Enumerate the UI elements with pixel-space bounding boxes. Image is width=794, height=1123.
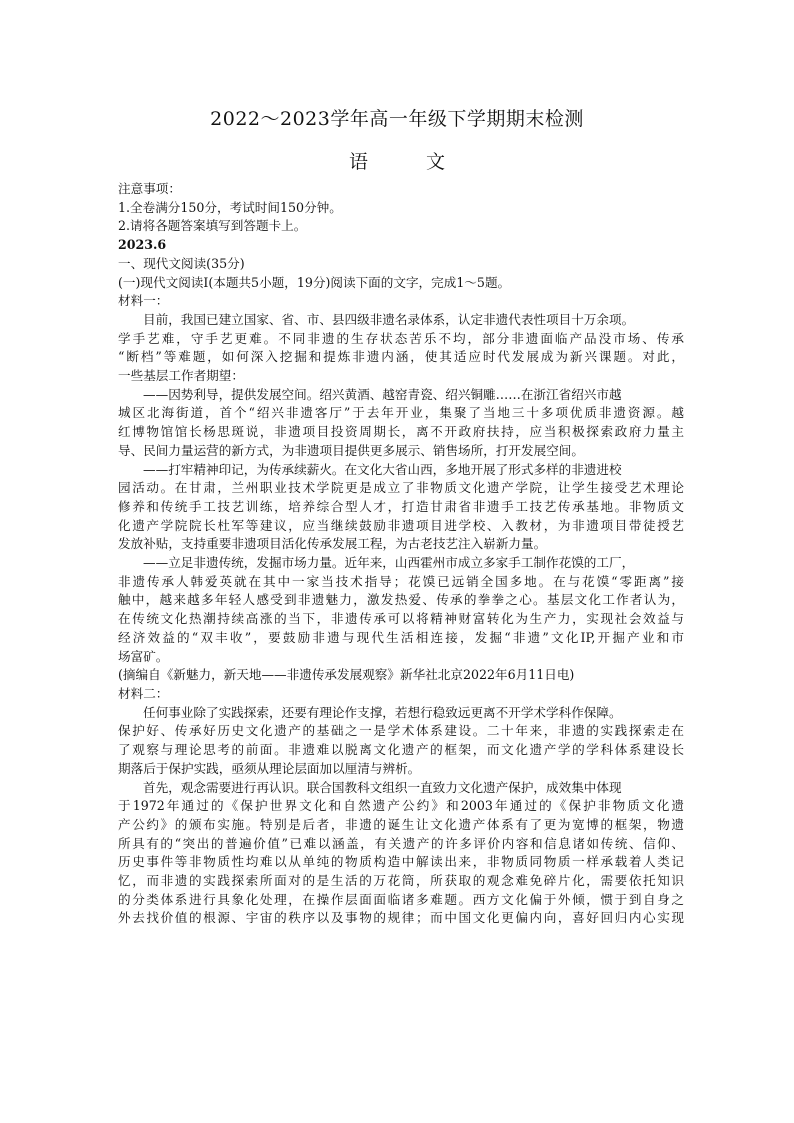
text-line: “断档”等难题，如何深入挖掘和提炼非遗内涵，使其适应时代发展成为新兴课题。对此， [118, 349, 684, 365]
text-line: 在传统文化热潮持续高涨的当下，非遗传承可以将精神财富转化为生产力，实现社会效益与 [118, 611, 684, 627]
exam-title: 2022～2023学年高一年级下学期期末检测 [210, 108, 584, 130]
text-line: 所具有的“突出的普遍价值”已难以涵盖，有关遗产的许多评价内容和信息诸如传统、信仰、 [118, 835, 684, 851]
notice-heading: 注意事项： [118, 181, 181, 196]
text-line: 城区北海街道，首个“绍兴非遗客厅”于去年开业，集聚了当地三十多项优质非遗资源。越 [118, 405, 684, 421]
text-line: 非遗传承人韩爱英就在其中一家当技术指导；花馍已远销全国多地。在与花馍“零距离”接 [118, 573, 684, 589]
exam-date: 2023.6 [118, 237, 167, 253]
text-line: 的分类体系进行具象化处理，在操作层面面临诸多难题。西方文化偏于外倾，惯于到自身之 [118, 891, 684, 907]
text-line: 任何事业除了实践探索，还要有理论作支撑，若想行稳致远更离不开学术学科作保障。 [143, 704, 622, 720]
text-line: 目前，我国已建立国家、省、市、县四级非遗名录体系，认定非遗代表性项目十万余项。 [143, 311, 635, 327]
material-1-source: (摘编自《新魅力，新天地——非遗传承发展观察》新华社北京2022年6月11日电) [118, 667, 575, 683]
text-line: 产公约》的颁布实施。特别是后者，非遗的诞生让文化遗产体系有了更为宽博的框架，物遗 [118, 816, 684, 832]
part-instruction: (一)现代文阅读Ⅰ(本题共5小题，19分)阅读下面的文字，完成1～5题。 [118, 274, 511, 290]
text-line: ——立足非遗传统，发掘市场力量。近年来，山西霍州市成立多家手工制作花馍的工厂， [143, 555, 635, 571]
text-line: ——打牢精神印记，为传承续薪火。在文化大省山西，多地开展了形式多样的非遗进校 [143, 461, 622, 477]
text-line: 一些基层工作者期望： [118, 368, 244, 384]
material-1-paragraph-4 [118, 554, 684, 666]
text-line: 发放补贴，支持重要非遗项目活化传承发展工程，为古老技艺注入崭新力量。 [118, 536, 547, 552]
text-line: 导、民间力量运营的新方式，为非遗项目提供更多展示、销售场所，打开发展空间。 [118, 442, 584, 458]
material-1-label: 材料一： [118, 293, 169, 309]
text-line: 经济效益的“双丰收”，要鼓励非遗与现代生活相连接，发掘“非遗”文化IP,开掘产业和市 [118, 629, 684, 645]
text-line: 历史事件等非物质性均难以从单纯的物质构造中解读出来，非物质同物质一样承载着人类记 [118, 854, 684, 870]
text-line: 场富矿。 [118, 648, 169, 664]
material-1-paragraph-1 [118, 311, 684, 386]
text-line: 首先，观念需要进行再认识。联合国教科文组织一直致力文化遗产保护，成效集中体现 [143, 779, 622, 795]
text-line: 修养和传统手工技艺训练，培养综合型人才，打造甘肃省非遗手工技艺传承基地。非物质文 [118, 498, 684, 514]
text-line: 学手艺难，守手艺更难。不同非遗的生存状态苦乐不均，部分非遗面临产品没市场、传承 [118, 330, 684, 346]
text-line: 红博物馆馆长杨思斑说，非遗项目投资周期长，离不开政府扶持，应当积极探索政府力量主 [118, 424, 684, 440]
text-line: 了观察与理论思考的前面。非遗难以脱离文化遗产的框架，而文化遗产学的学科体系建设长 [118, 742, 684, 758]
material-2-label: 材料二： [118, 685, 169, 701]
text-line: 保护好、传承好历史文化遗产的基础之一是学术体系建设。二十年来，非遗的实践探索走在 [118, 723, 684, 739]
text-line: 期落后于保护实践，亟须从理论层面加以厘清与辨析。 [118, 760, 421, 776]
notice-item-2: 2.请将各题答案填写到答题卡上。 [118, 218, 307, 234]
material-1-paragraph-2 [118, 386, 684, 461]
exam-body [118, 180, 684, 928]
text-line: ——因势利导，提供发展空间。绍兴黄酒、越窑青瓷、绍兴铜雕……在浙江省绍兴市越 [143, 386, 622, 402]
text-line: 园活动。在甘肃，兰州职业技术学院更是成立了非物质文化遗产学院，让学生接受艺术理论 [118, 480, 684, 496]
text-line: 外去找价值的根源、宇宙的秩序以及事物的规律；而中国文化更偏内向，喜好回归内心实现 [118, 910, 684, 926]
text-line: 忆，而非遗的实践探索所面对的是生活的万花筒，所获取的观念难免碎片化，需要依托知识 [118, 873, 684, 889]
subject-title: 语 文 [348, 151, 472, 173]
material-1-paragraph-3 [118, 461, 684, 555]
text-line: 触中，越来越多年轻人感受到非遗魅力，激发热爱、传承的拳拳之心。基层文化工作者认为， [118, 592, 684, 608]
notice-item-1: 1.全卷满分150分，考试时间150分钟。 [118, 199, 342, 215]
text-line: 化遗产学院院长杜军等建议，应当继续鼓励非遗项目进学校、入教材，为非遗项目带徒授艺 [118, 517, 684, 533]
text-line: 于1972年通过的《保护世界文化和自然遗产公约》和2003年通过的《保护非物质文化遗 [118, 798, 684, 814]
material-2-paragraph-2 [118, 779, 684, 929]
material-2-paragraph-1 [118, 704, 684, 779]
section-heading: 一、现代文阅读(35分) [118, 255, 245, 271]
